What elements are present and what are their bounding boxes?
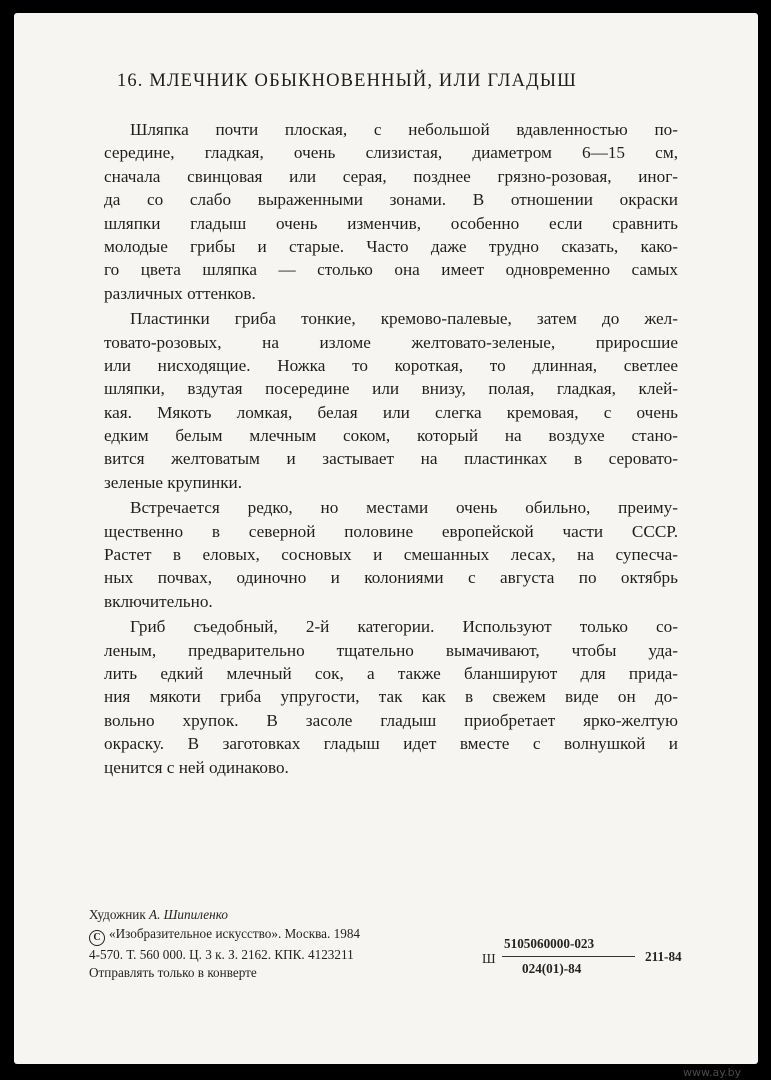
artist-label: Художник (89, 907, 146, 922)
publisher: «Изобразительное искусство». Москва. 1984 (109, 925, 361, 941)
paragraph-2-line: вится желтоватым и застывает на пластинках в серовато- (104, 449, 678, 469)
paragraph-3-line: щественно в северной половине европейской части СССР. (104, 521, 678, 541)
artist-credit (89, 906, 360, 925)
print-info: 4-570. Т. 560 000. Ц. 3 к. З. 2162. КПК. 4123211 (89, 946, 354, 962)
paragraph-1-line: шляпки гладыш очень изменчив, особенно если сравнить (104, 213, 678, 233)
paragraph-4-line: ценится с ней одинаково. (104, 757, 289, 777)
artist-name: А. Шипиленко (149, 907, 228, 922)
paragraph-2-line: шляпки, вздутая посередине или внизу, полая, гладкая, клей- (104, 379, 678, 399)
paragraph-1-line: середине, гладкая, очень слизистая, диаметром 6—15 см, (104, 143, 678, 163)
paragraph-4-line: ния мякоти гриба упругости, так как в свежем виде он до- (104, 687, 678, 707)
paragraph-1-line: Шляпка почти плоская, с небольшой вдавленностью по- (130, 120, 678, 139)
paragraph-4-line: леным, предварительно тщательно вымачивают, чтобы уда- (104, 640, 678, 660)
index-code: 211-84 (645, 949, 682, 964)
index-denominator: 024(01)-84 (522, 961, 582, 976)
paragraph-3-line: ных почвах, одиночно и колониями с августа по октябрь (104, 568, 678, 588)
paragraph-3-line: включительно. (104, 591, 213, 611)
paragraph-1-line: сначала свинцовая или серая, позднее грязно-розовая, иног- (104, 166, 678, 186)
index-letter: Ш (482, 951, 496, 966)
paragraph-1-line: молодые грибы и старые. Часто даже трудно сказать, како- (104, 236, 678, 256)
paragraph-4-line: окраску. В заготовках гладыш идет вместе с волнушкой и (104, 734, 678, 754)
page-title: 16. МЛЕЧНИК ОБЫКНОВЕННЫЙ, ИЛИ ГЛАДЫШ (117, 71, 577, 91)
paragraph-3-line: Встречается редко, но местами очень обильно, преиму- (130, 498, 678, 518)
paragraph-2-line: или нисходящие. Ножка то короткая, то длинная, светлее (104, 355, 678, 375)
paragraph-4-line: лить едкий млечный сок, а также бланшируют для прида- (104, 663, 678, 683)
paragraph-2-line: зеленые крупинки. (104, 472, 243, 492)
index-numerator: 5105060000-023 (504, 936, 595, 951)
index-fraction-line (502, 956, 635, 957)
paragraph-2-line: едким белым млечным соком, который на воздухе стано- (104, 426, 678, 446)
publisher-line (89, 925, 360, 946)
paragraph-4-line: вольно хрупок. В засоле гладыш приобретает ярко-желтую (104, 710, 678, 730)
paragraph-1-line: различных оттенков. (104, 283, 256, 303)
publication-index (480, 934, 710, 984)
copyright-icon: C (89, 930, 105, 946)
mail-note: Отправлять только в конверте (89, 965, 257, 981)
paragraph-2-line: товато-розовых, на изломе желтовато-зеленые, приросшие (104, 332, 678, 352)
paragraph-1-line: да со слабо выраженными зонами. В отношении окраски (104, 190, 678, 210)
paragraph-4-line: Гриб съедобный, 2-й категории. Используют только со- (130, 617, 678, 637)
watermark: www.ay.by (683, 1066, 742, 1079)
imprint (89, 906, 360, 983)
paragraph-3-line: Растет в еловых, сосновых и смешанных лесах, на супесча- (104, 545, 678, 565)
body-text (104, 118, 678, 779)
paragraph-2-line: Пластинки гриба тонкие, кремово-палевые, затем до жел- (130, 309, 678, 329)
paragraph-2-line: кая. Мякоть ломкая, белая или слегка кремовая, с очень (104, 402, 678, 422)
paragraph-1-line: го цвета шляпка — столько она имеет одновременно самых (104, 260, 678, 280)
